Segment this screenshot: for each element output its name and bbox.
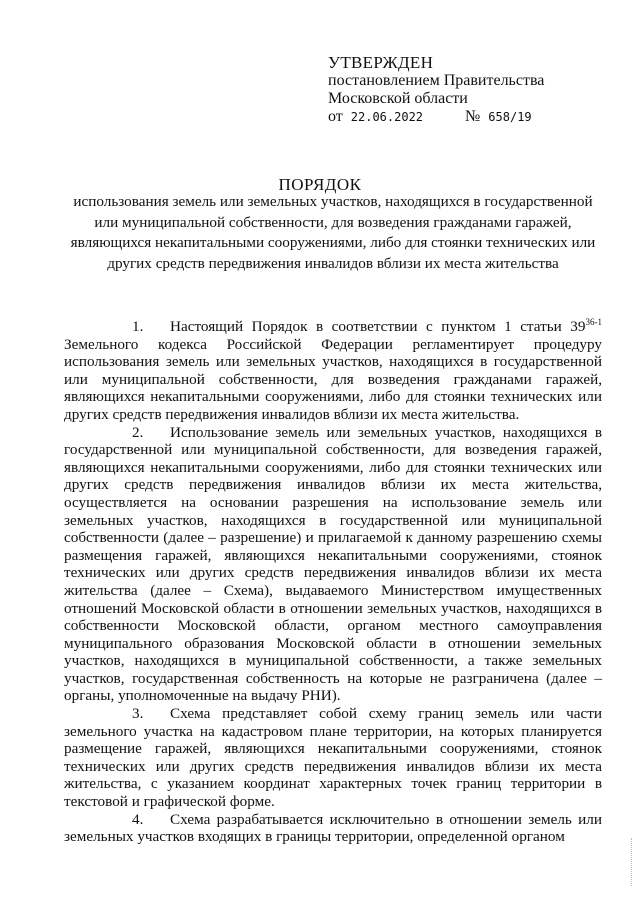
article-superscript: 36-1 (585, 317, 602, 327)
approval-stamp (328, 54, 608, 126)
paragraph-text: Использование земель или земельных участков, находящихся в государственной или муниципальной собственности, для возведения гаражей, являющихся некапитальными сооружениями, либо для стоянки технических или других средств передвижения инвалидов вблизи их места жительства, осуществляется на основании разрешения на использование земель или земельных участков, находящихся в государственной или муниципальной собственности (далее – разрешение) и прилагаемой к данному разрешению схемы размещения гаражей, являющихся некапитальными сооружениями, стоянок технических или других средств передвижения инвалидов вблизи их места жительства (далее – Схема), выдаваемого Министерством имущественных отношений Московской области в отношении земельных участков, находящихся в собственности Московской области, органом местного самоуправления муниципального образования Московской области в отношении земельных участков, находящихся в муниципальной собственности, а также земельных участков, государственная собственность на которые не разграничена (далее – органы, уполномоченные на выдачу РНИ). (64, 423, 602, 705)
paragraph-number: 1. (132, 318, 144, 335)
paragraph-text: Схема разрабатывается исключительно в отношении земель или земельных участков входящих в границы территории, определенной органом (64, 810, 602, 846)
paragraph-text: Схема представляет собой схему границ земель или части земельного участка на кадастровом плане территории, на которых планируется размещение гаражей, являющихся некапитальными сооружениями, стоянок технических или других средств передвижения инвалидов вблизи их места жительства, с указанием координат характерных точек границ территории в текстовой и графической форме. (64, 705, 602, 811)
paragraph-1 (64, 318, 602, 424)
scan-edge-mark (631, 838, 635, 886)
approval-date-row (328, 108, 608, 126)
approval-number: 658/19 (488, 110, 532, 124)
approval-date: 22.06.2022 (350, 110, 424, 124)
paragraph-number: 2. (132, 423, 144, 441)
approval-line-1: постановлением Правительства (328, 72, 545, 89)
date-label: от (328, 108, 343, 125)
approval-line-2: Московской области (328, 90, 468, 107)
paragraph-number: 3. (132, 705, 144, 723)
document-title: ПОРЯДОК (278, 175, 362, 194)
paragraph-4 (64, 811, 602, 846)
approval-heading: УТВЕРЖДЕН (328, 53, 434, 72)
number-label: № (465, 108, 481, 125)
document-subtitle: использования земель или земельных участков, находящихся в государственной или муниципальной собственности, для возведения гражданами гаражей, являющихся некапитальными сооружениями, либо для стоянки технических или других средств передвижения инвалидов вблизи их места жительства (70, 193, 596, 272)
paragraph-2 (64, 424, 602, 706)
document-body (64, 318, 602, 846)
paragraph-3 (64, 705, 602, 811)
paragraph-text: Земельного кодекса Российской Федерации регламентирует процедуру использования земель или земельных участков, находящихся в государственной или муниципальной собственности, для возведения гражданами гаражей, являющихся некапитальными сооружениями, либо для стоянки технических или других средств передвижения инвалидов вблизи их места жительства. (64, 335, 602, 423)
paragraph-text: Настоящий Порядок в соответствии с пунктом 1 статьи 39 (170, 318, 586, 335)
paragraph-number: 4. (132, 810, 144, 828)
